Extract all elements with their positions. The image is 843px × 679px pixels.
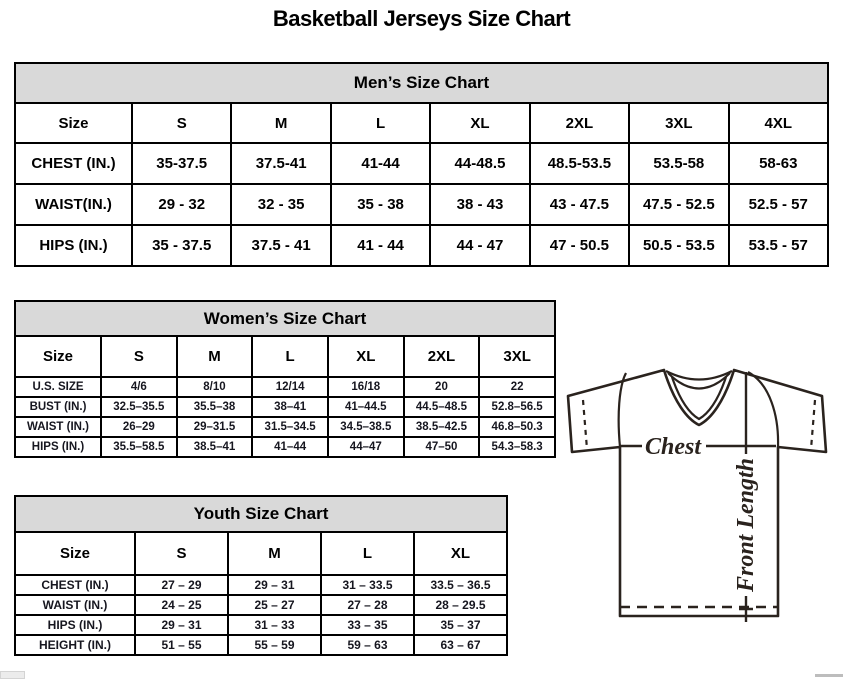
table-row	[15, 225, 828, 266]
cell: 38–41	[252, 397, 328, 417]
cell: 33 – 35	[321, 615, 414, 635]
row-header: CHEST (IN.)	[15, 143, 132, 184]
cell: 37.5-41	[231, 143, 330, 184]
table-title: Women’s Size Chart	[15, 301, 555, 336]
cell: 59 – 63	[321, 635, 414, 655]
cell: 44-48.5	[430, 143, 529, 184]
cell: 43 - 47.5	[530, 184, 629, 225]
cell: 44 - 47	[430, 225, 529, 266]
cell: 48.5-53.5	[530, 143, 629, 184]
cell: 32.5–35.5	[101, 397, 177, 417]
cell: 35.5–58.5	[101, 437, 177, 457]
right-cuff-dashed-line	[811, 400, 815, 449]
cell: 53.5 - 57	[729, 225, 828, 266]
chest-label: Chest	[644, 434, 702, 460]
column-header: L	[331, 103, 430, 143]
table-title: Men’s Size Chart	[15, 63, 828, 103]
row-header: HEIGHT (IN.)	[15, 635, 135, 655]
column-header: M	[231, 103, 330, 143]
cell: 46.8–50.3	[479, 417, 555, 437]
cell: 16/18	[328, 377, 404, 397]
table-row	[15, 575, 507, 595]
column-header: Size	[15, 336, 101, 377]
cell: 35-37.5	[132, 143, 231, 184]
left-seam	[619, 373, 626, 447]
table-row	[15, 417, 555, 437]
cell: 54.3–58.3	[479, 437, 555, 457]
cell: 37.5 - 41	[231, 225, 330, 266]
cell: 24 – 25	[135, 595, 228, 615]
table-row	[15, 397, 555, 417]
cell: 29 – 31	[228, 575, 321, 595]
column-header: XL	[430, 103, 529, 143]
cell: 41–44	[252, 437, 328, 457]
cell: 55 – 59	[228, 635, 321, 655]
cell: 8/10	[177, 377, 253, 397]
table-row	[15, 615, 507, 635]
table-row	[15, 143, 828, 184]
cell: 53.5-58	[629, 143, 728, 184]
cell: 35 - 37.5	[132, 225, 231, 266]
cell: 32 - 35	[231, 184, 330, 225]
column-header: Size	[15, 103, 132, 143]
table-row	[15, 595, 507, 615]
row-header: WAIST (IN.)	[15, 595, 135, 615]
table-row	[15, 377, 555, 397]
column-header: 2XL	[530, 103, 629, 143]
column-header: XL	[328, 336, 404, 377]
cell: 29 - 32	[132, 184, 231, 225]
cell: 31 – 33.5	[321, 575, 414, 595]
column-header: XL	[414, 532, 507, 575]
cell: 38 - 43	[430, 184, 529, 225]
cell: 41-44	[331, 143, 430, 184]
youth-size-chart-table	[14, 495, 508, 656]
front-length-label: Front Length	[733, 457, 759, 593]
row-header: HIPS (IN.)	[15, 615, 135, 635]
cell: 29–31.5	[177, 417, 253, 437]
cell: 27 – 28	[321, 595, 414, 615]
row-header: WAIST(IN.)	[15, 184, 132, 225]
collar-icon	[666, 371, 732, 380]
cell: 58-63	[729, 143, 828, 184]
row-header: CHEST (IN.)	[15, 575, 135, 595]
cell: 33.5 – 36.5	[414, 575, 507, 595]
column-header: S	[135, 532, 228, 575]
cell: 41–44.5	[328, 397, 404, 417]
jersey-measurement-diagram	[556, 358, 842, 630]
cell: 44–47	[328, 437, 404, 457]
column-header: 3XL	[629, 103, 728, 143]
column-header: 3XL	[479, 336, 555, 377]
column-header: M	[228, 532, 321, 575]
row-header: HIPS (IN.)	[15, 225, 132, 266]
table-row	[15, 437, 555, 457]
cell: 47.5 - 52.5	[629, 184, 728, 225]
column-header: 4XL	[729, 103, 828, 143]
cell: 35 – 37	[414, 615, 507, 635]
mens-size-chart-table	[14, 62, 829, 267]
cell: 29 – 31	[135, 615, 228, 635]
cell: 38.5–42.5	[404, 417, 480, 437]
cell: 35 - 38	[331, 184, 430, 225]
right-seam	[748, 372, 778, 447]
cell: 47 - 50.5	[530, 225, 629, 266]
row-header: HIPS (IN.)	[15, 437, 101, 457]
cell: 20	[404, 377, 480, 397]
cell: 28 – 29.5	[414, 595, 507, 615]
row-header: WAIST (IN.)	[15, 417, 101, 437]
cell: 44.5–48.5	[404, 397, 480, 417]
cell: 12/14	[252, 377, 328, 397]
cell: 50.5 - 53.5	[629, 225, 728, 266]
scrollbar-fragment-bottom-right	[815, 674, 843, 677]
row-header: U.S. SIZE	[15, 377, 101, 397]
cell: 31 – 33	[228, 615, 321, 635]
cell: 22	[479, 377, 555, 397]
cell: 31.5–34.5	[252, 417, 328, 437]
left-cuff-dashed-line	[583, 400, 587, 449]
cell: 4/6	[101, 377, 177, 397]
column-header: L	[252, 336, 328, 377]
cell: 52.8–56.5	[479, 397, 555, 417]
cell: 34.5–38.5	[328, 417, 404, 437]
cell: 51 – 55	[135, 635, 228, 655]
table-row	[15, 184, 828, 225]
cell: 38.5–41	[177, 437, 253, 457]
cell: 41 - 44	[331, 225, 430, 266]
column-header: M	[177, 336, 253, 377]
cell: 47–50	[404, 437, 480, 457]
cell: 26–29	[101, 417, 177, 437]
cell: 25 – 27	[228, 595, 321, 615]
column-header: L	[321, 532, 414, 575]
page-title: Basketball Jerseys Size Chart	[272, 6, 571, 31]
cell: 52.5 - 57	[729, 184, 828, 225]
row-header: BUST (IN.)	[15, 397, 101, 417]
column-header: S	[132, 103, 231, 143]
column-header: 2XL	[404, 336, 480, 377]
column-header: S	[101, 336, 177, 377]
womens-size-chart-table	[14, 300, 556, 458]
table-row	[15, 635, 507, 655]
cell: 35.5–38	[177, 397, 253, 417]
jersey-outline	[568, 370, 826, 616]
cell: 63 – 67	[414, 635, 507, 655]
scrollbar-fragment-bottom-left	[0, 671, 25, 679]
cell: 27 – 29	[135, 575, 228, 595]
column-header: Size	[15, 532, 135, 575]
table-title: Youth Size Chart	[15, 496, 507, 532]
